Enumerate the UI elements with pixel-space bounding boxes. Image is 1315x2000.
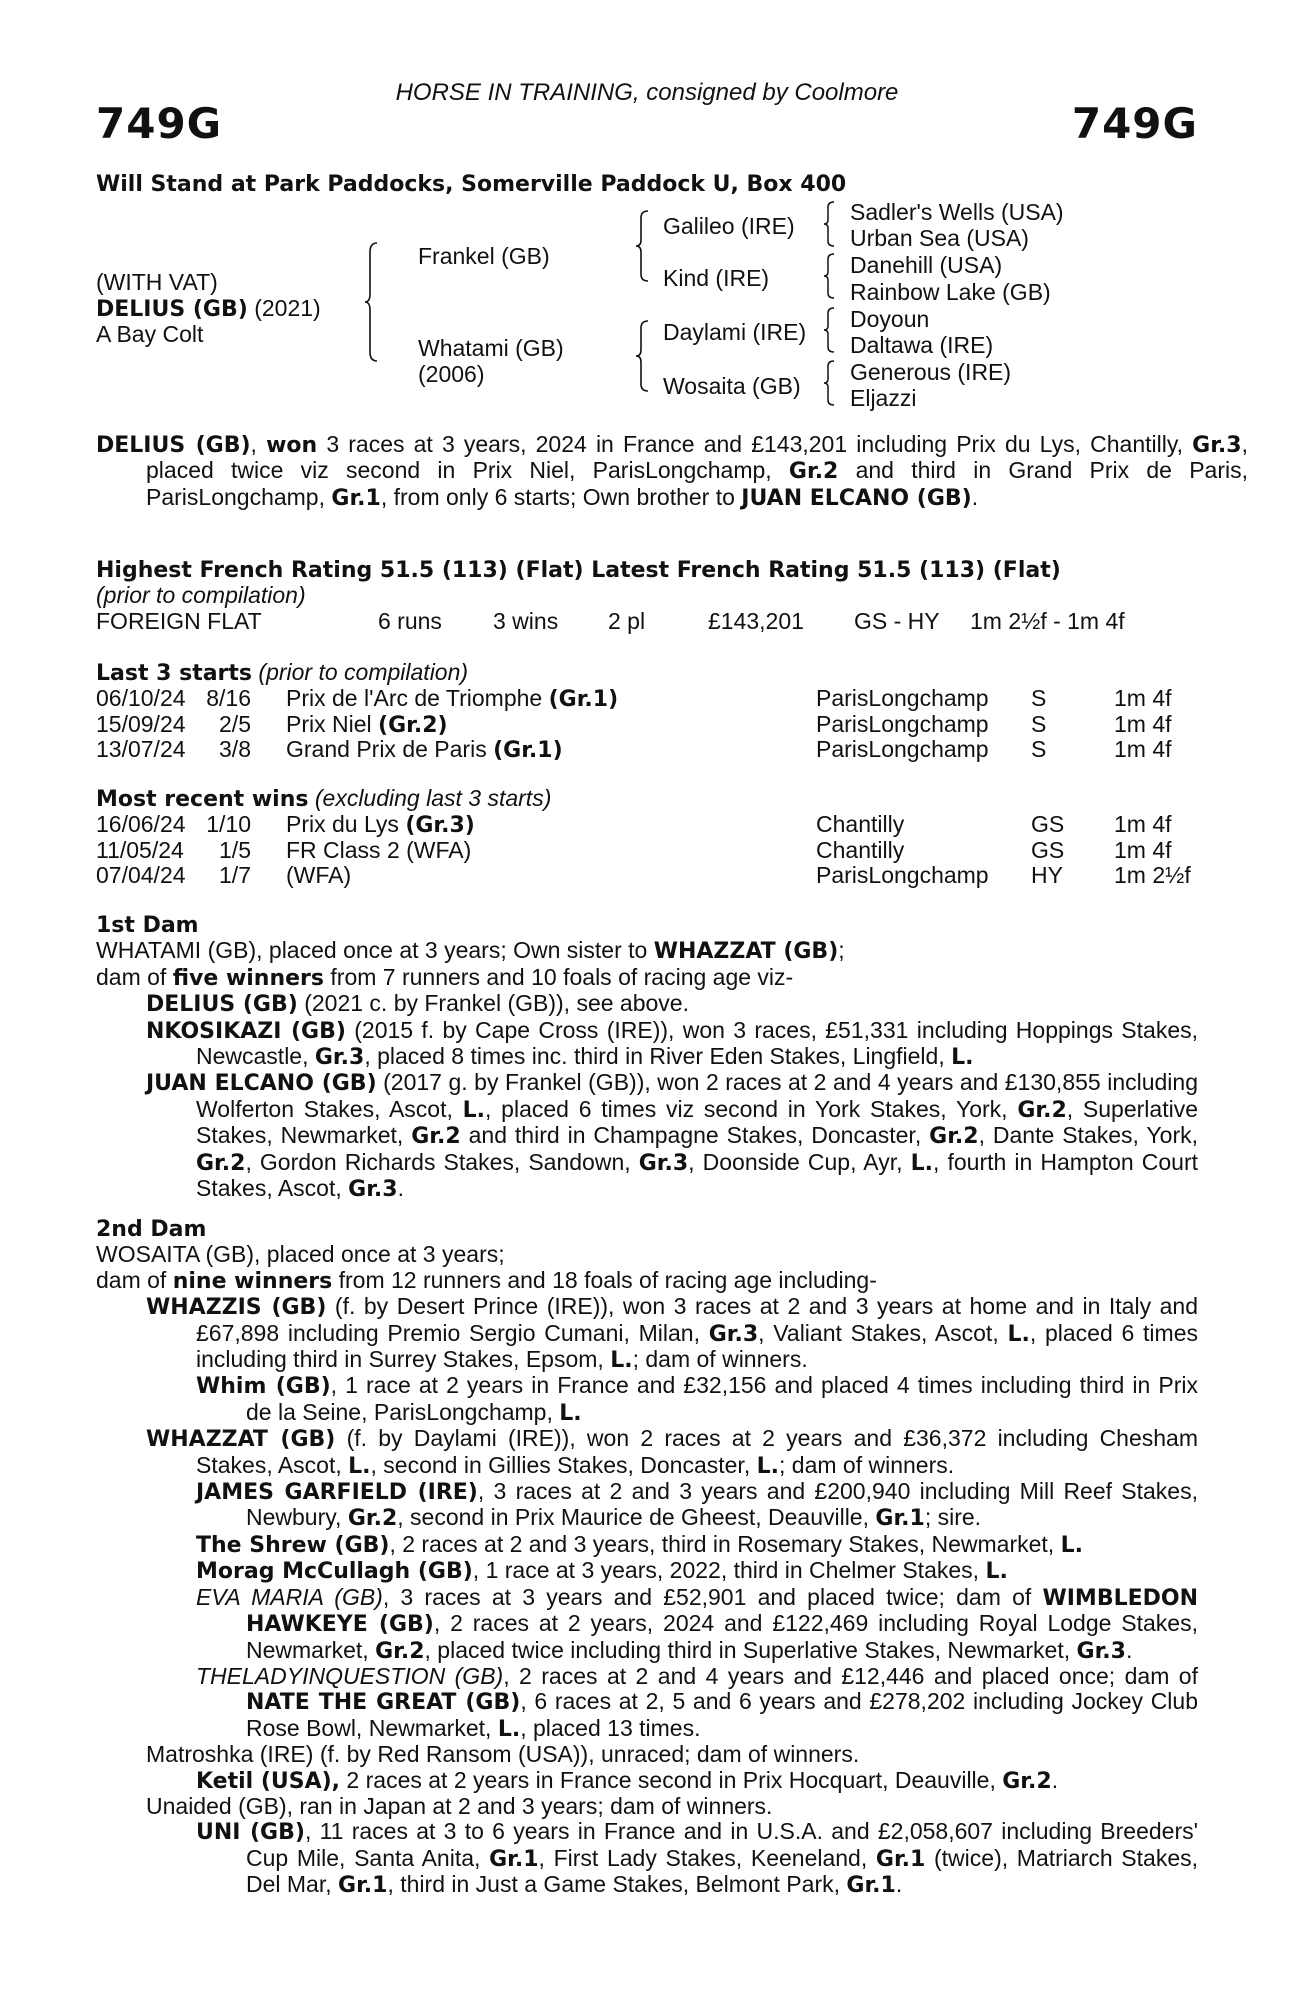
most-recent-wins	[96, 786, 1198, 889]
brace-gen1	[364, 242, 378, 362]
win-date: 11/05/24	[96, 836, 184, 863]
produce-entry	[196, 1373, 1198, 1426]
win-position: 1/10	[206, 811, 251, 838]
race-grade: (Gr.3)	[405, 813, 475, 839]
produce-entry: Matroshka (IRE) (f. by Red Ransom (USA)), unraced; dam of winners.	[146, 1741, 860, 1768]
brace-dd	[823, 360, 835, 406]
start-distance: 1m 4f	[1114, 710, 1172, 737]
grade-label: L.	[348, 1453, 371, 1479]
start-date: 13/07/24	[96, 736, 186, 763]
produce-text: , First Lady Stakes, Keeneland,	[538, 1844, 876, 1871]
grade-label: Gr.1	[875, 1846, 926, 1872]
grade-label: Gr.2	[196, 1150, 246, 1176]
produce-name: The Shrew (GB)	[196, 1532, 390, 1558]
last-3-starts	[96, 660, 1198, 763]
start-distance: 1m 4f	[1114, 685, 1172, 712]
grade-label: L.	[497, 1716, 521, 1742]
consignment-line: HORSE IN TRAINING, consigned by Coolmore	[395, 79, 899, 106]
produce-text: , Dante Stakes, York,	[978, 1122, 1198, 1149]
sire-sire-dam: Urban Sea (USA)	[850, 225, 1029, 251]
rating-distance: 1m 2½f - 1m 4f	[970, 607, 1125, 634]
produce-text: (twice), Matriarch Stakes, Del Mar,	[246, 1844, 1199, 1898]
grade-label: Gr.2	[347, 1506, 398, 1532]
horse-name-line	[96, 296, 321, 322]
dam-dam: Wosaita (GB)	[663, 373, 801, 399]
produce-entry: Unaided (GB), ran in Japan at 2 and 3 years; dam of winners.	[146, 1792, 773, 1819]
second-dam-heading: 2nd Dam	[96, 1217, 207, 1242]
dam-text: WHATAMI (GB), placed once at 3 years; Own sister to	[96, 937, 654, 964]
produce-text: , Valiant Stakes, Ascot,	[758, 1319, 1008, 1346]
grade-label: L.	[462, 1097, 486, 1123]
produce-text: , 1 race at 2 years in France and £32,156 and placed 4 times including third in Prix de la Seine, ParisLongchamp,	[246, 1372, 1198, 1425]
produce-entry	[196, 1558, 1198, 1584]
vat-note: (WITH VAT)	[96, 269, 218, 295]
race-grade: (Gr.1)	[548, 687, 619, 713]
start-date: 06/10/24	[96, 685, 186, 712]
win-row	[96, 812, 1198, 837]
race-summary: DELIUS (GB), won 3 races at 3 years, 2024 in France and £143,201 including Prix du Lys, Chantilly, Gr.3, placed twice viz second in Prix Niel, ParisLongchamp, Gr.2 and third in Grand Prix de Paris, ParisLongchamp, Gr.1, from only 6 starts; Own brother to JUAN ELCANO (GB).	[96, 431, 1248, 511]
produce-text: (f. by Desert Prince (IRE)), won 3 races at 2 and 3 years at home and in Italy and £67,898 including Premio Sergio Cumani, Milan,	[196, 1293, 1198, 1346]
produce-entry	[196, 1585, 1198, 1664]
grade-label: L.	[559, 1400, 582, 1426]
second-dam-produce-line	[96, 1268, 1198, 1294]
win-distance: 1m 4f	[1114, 836, 1172, 863]
dam-sire-sire: Doyoun	[850, 306, 930, 332]
rating-note: (prior to compilation)	[96, 582, 306, 609]
win-position: 1/5	[219, 836, 251, 863]
produce-name: JAMES GARFIELD (IRE)	[196, 1480, 478, 1506]
produce-text: (2017 g. by Frankel (GB)), won 2 races at 2 and 4 years and £130,855 including Wolferton Stakes, Ascot,	[196, 1069, 1198, 1122]
produce-name: WHAZZIS (GB)	[146, 1295, 327, 1321]
start-course: ParisLongchamp	[816, 736, 989, 763]
produce-text: , 2 races at 2 years, 2024 and £122,469 including Royal Lodge Stakes, Newmarket,	[246, 1610, 1198, 1663]
brace-ds	[823, 307, 835, 353]
produce-text: , 1 race at 3 years, 2022, third in Chelmer Stakes,	[472, 1557, 986, 1584]
produce-text: ; dam of winners.	[632, 1346, 808, 1373]
produce-entry	[196, 1768, 1198, 1794]
race-grade: (Gr.2)	[378, 712, 448, 738]
produce-text: , second in Gillies Stakes, Doncaster,	[370, 1451, 757, 1478]
produce-text: (f. by Daylami (IRE)), won 2 races at 2 years and £36,372 including Chesham Stakes, Ascot,	[196, 1425, 1199, 1478]
grade-label: Gr.1	[331, 485, 381, 511]
produce-text: , Doonside Cup, Ayr,	[688, 1148, 911, 1175]
dam-text: dam of	[96, 963, 173, 990]
produce-text: (2015 f. by Cape Cross (IRE)), won 3 races, £51,331 including Hoppings Stakes, Newcastle,	[196, 1016, 1198, 1070]
win-distance: 1m 4f	[1114, 811, 1172, 838]
rating-wins: 3 wins	[493, 607, 559, 634]
stabling-line: Will Stand at Park Paddocks, Somerville Paddock U, Box 400	[96, 172, 847, 197]
grade-label: L.	[756, 1453, 779, 1479]
win-going: GS	[1031, 811, 1065, 838]
dam-text: from 7 runners and 10 foals of racing age viz-	[324, 963, 794, 990]
produce-name: NATE THE GREAT (GB)	[246, 1690, 521, 1716]
rating-runs: 6 runs	[378, 607, 442, 634]
produce-name: WIMBLEDON HAWKEYE (GB)	[246, 1585, 1199, 1638]
grade-label: L.	[610, 1348, 633, 1374]
lot-number-right: 749G	[1071, 99, 1198, 148]
horse-year: (2021)	[247, 295, 321, 321]
produce-name: JUAN ELCANO (GB)	[146, 1071, 377, 1097]
produce-name: Morag McCullagh (GB)	[196, 1559, 473, 1585]
summary-won: won	[266, 433, 318, 458]
race-name: Prix de l'Arc de Triomphe	[286, 685, 549, 712]
dam-text: dam of	[96, 1266, 173, 1293]
race-grade: (Gr.1)	[493, 738, 563, 764]
produce-entry	[196, 1819, 1198, 1898]
grade-label: Gr.1	[489, 1846, 539, 1872]
last3-heading: Last 3 starts	[96, 661, 253, 686]
start-position: 8/16	[206, 685, 251, 712]
start-going: S	[1031, 736, 1047, 763]
dam-dam-dam: Eljazzi	[850, 385, 917, 411]
win-going: GS	[1031, 836, 1065, 863]
grade-label: L.	[985, 1559, 1008, 1585]
dam-sire-dam: Daltawa (IRE)	[850, 332, 994, 358]
produce-text: , placed 6 times including third in Surrey Stakes, Epsom,	[196, 1319, 1198, 1373]
horse-name: DELIUS (GB)	[96, 297, 248, 322]
win-race: (WFA)	[286, 862, 352, 889]
produce-entry	[146, 1426, 1198, 1479]
produce-text: 2 races at 2 years in France second in Prix Hocquart, Deauville,	[340, 1766, 1003, 1793]
dam: Whatami (GB)	[418, 335, 564, 361]
produce-text: , 11 races at 3 to 6 years in France and in U.S.A. and £2,058,607 including Breeders' Cup Mile, Santa Anita,	[246, 1818, 1199, 1871]
produce-name: UNI (GB)	[196, 1820, 305, 1846]
grade-label: Gr.2	[1017, 1097, 1067, 1123]
winners-count: five winners	[172, 965, 325, 991]
sire: Frankel (GB)	[418, 243, 550, 269]
produce-text: .	[1125, 1636, 1133, 1663]
brace-sire	[635, 210, 649, 282]
produce-text: ; sire.	[924, 1504, 982, 1531]
produce-text: , 3 races at 3 years and £52,901 and placed twice; dam of	[382, 1583, 1043, 1610]
produce-entry	[196, 1479, 1198, 1532]
summary-text: .	[971, 483, 979, 510]
win-going: HY	[1031, 862, 1063, 889]
last3-note: (prior to compilation)	[252, 659, 469, 685]
rating-placed: 2 pl	[608, 607, 646, 634]
produce-text: , placed 6 times viz second in York Stakes, York,	[485, 1095, 1018, 1122]
produce-name: Ketil (USA),	[196, 1768, 341, 1794]
own-brother-name: JUAN ELCANO (GB)	[741, 485, 972, 511]
produce-text: .	[397, 1175, 404, 1202]
produce-text: , placed 8 times inc. third in River Eden Stakes, Lingfield,	[364, 1043, 952, 1070]
produce-text: , placed twice including third in Superlative Stakes, Newmarket,	[424, 1636, 1077, 1663]
win-course: ParisLongchamp	[816, 862, 989, 889]
win-course: Chantilly	[816, 836, 905, 863]
start-race	[286, 686, 618, 712]
dam-text: ;	[838, 937, 845, 964]
produce-name: DELIUS (GB)	[146, 992, 298, 1018]
grade-label: L.	[1060, 1532, 1083, 1558]
start-going: S	[1031, 685, 1047, 712]
start-course: ParisLongchamp	[816, 685, 989, 712]
dam-year: (2006)	[418, 361, 485, 387]
win-distance: 1m 2½f	[1114, 862, 1191, 889]
rating-heading: Highest French Rating 51.5 (113) (Flat) Latest French Rating 51.5 (113) (Flat)	[96, 558, 1061, 583]
grade-label: L.	[951, 1045, 974, 1071]
first-dam-section	[96, 912, 1198, 1202]
second-dam-section	[96, 1216, 1198, 1899]
produce-text: , second in Prix Maurice de Gheest, Deauville,	[397, 1504, 876, 1531]
produce-text: , placed 13 times.	[520, 1714, 701, 1741]
produce-entry	[146, 991, 1198, 1017]
sire-dam: Kind (IRE)	[663, 265, 770, 291]
summary-text: , placed twice viz second in Prix Niel, ParisLongchamp,	[146, 431, 1248, 484]
grade-label: Gr.1	[846, 1873, 896, 1899]
produce-text: , 2 races at 2 and 4 years and £12,446 and placed once; dam of	[503, 1662, 1198, 1689]
grade-label: Gr.2	[375, 1638, 425, 1664]
produce-text: ; dam of winners.	[779, 1451, 955, 1478]
grade-label: Gr.2	[411, 1124, 461, 1150]
rating-row	[96, 609, 1198, 634]
rating-going: GS - HY	[854, 607, 940, 634]
dam-text: from 12 runners and 18 foals of racing age including-	[332, 1266, 877, 1293]
brace-dam	[635, 320, 649, 392]
produce-text: , Gordon Richards Stakes, Sandown,	[245, 1148, 639, 1175]
start-going: S	[1031, 710, 1047, 737]
race-name: Prix Niel	[286, 710, 379, 737]
produce-text: , 6 races at 2, 5 and 6 years and £278,202 including Jockey Club Rose Bowl, Newmarket,	[246, 1688, 1198, 1741]
horse-description: A Bay Colt	[96, 321, 204, 347]
first-dam-heading: 1st Dam	[96, 913, 199, 938]
start-distance: 1m 4f	[1114, 736, 1172, 763]
produce-text: , 2 races at 2 and 3 years, third in Rosemary Stakes, Newmarket,	[389, 1530, 1061, 1557]
grade-label: L.	[1007, 1321, 1030, 1347]
start-row	[96, 712, 1198, 737]
win-race	[286, 812, 475, 838]
produce-name: Whim (GB)	[196, 1374, 331, 1400]
produce-entry	[146, 1070, 1198, 1202]
rating-earnings: £143,201	[708, 607, 804, 634]
start-race	[286, 737, 563, 763]
rating-section	[96, 558, 1198, 634]
start-position: 2/5	[219, 710, 251, 737]
dam-dam-sire: Generous (IRE)	[850, 359, 1012, 385]
produce-text: , fourth in Hampton Court Stakes, Ascot,	[196, 1148, 1199, 1202]
win-date: 07/04/24	[96, 862, 186, 889]
grade-label: Gr.2	[788, 459, 839, 485]
produce-text: .	[1051, 1766, 1059, 1793]
race-name: Grand Prix de Paris	[286, 736, 494, 763]
brace-ss	[823, 201, 835, 247]
grade-label: Gr.2	[1002, 1768, 1052, 1794]
produce-text: , third in Just a Game Stakes, Belmont Park,	[387, 1871, 847, 1898]
grade-label: Gr.3	[348, 1177, 398, 1203]
produce-name: NKOSIKAZI (GB)	[146, 1018, 346, 1044]
grade-label: Gr.3	[638, 1150, 689, 1176]
summary-text: 3 races at 3 years, 2024 in France and £143,201 including Prix du Lys, Chantilly,	[317, 431, 1193, 457]
win-position: 1/7	[219, 862, 251, 889]
produce-name: EVA MARIA (GB)	[196, 1583, 383, 1610]
produce-entry	[196, 1664, 1198, 1742]
brace-sd	[823, 253, 835, 299]
sire-dam-dam: Rainbow Lake (GB)	[850, 279, 1051, 305]
produce-text: .	[895, 1871, 903, 1898]
win-row	[96, 838, 1198, 863]
grade-label: Gr.3	[708, 1321, 759, 1347]
sire-sire-sire: Sadler's Wells (USA)	[850, 199, 1064, 225]
sire-sire: Galileo (IRE)	[663, 213, 795, 239]
produce-text: and third in Champagne Stakes, Doncaster,	[460, 1122, 930, 1149]
winners-count: nine winners	[172, 1268, 333, 1294]
win-race: FR Class 2 (WFA)	[286, 836, 472, 863]
pedigree-chart	[96, 200, 1198, 418]
produce-entry	[196, 1532, 1198, 1558]
produce-text: , 3 races at 2 and 3 years and £200,940 including Mill Reef Stakes, Newbury,	[246, 1478, 1198, 1531]
summary-text: and third in Grand Prix de Paris, ParisLongchamp,	[146, 457, 1248, 510]
second-dam-line: WOSAITA (GB), placed once at 3 years;	[96, 1241, 505, 1268]
start-date: 15/09/24	[96, 710, 186, 737]
start-position: 3/8	[219, 736, 251, 763]
sire-dam-sire: Danehill (USA)	[850, 252, 1003, 278]
grade-label: Gr.3	[1192, 433, 1242, 458]
produce-text: , Superlative Stakes, Newmarket,	[196, 1095, 1198, 1149]
grade-label: Gr.2	[929, 1124, 979, 1150]
recent-heading: Most recent wins	[96, 787, 309, 812]
win-date: 16/06/24	[96, 811, 186, 838]
first-dam-produce-line	[96, 965, 1198, 991]
grade-label: Gr.1	[338, 1873, 388, 1899]
summary-horse-name: DELIUS (GB)	[96, 433, 251, 458]
dam-sire: Daylami (IRE)	[663, 319, 807, 345]
first-dam-line	[96, 938, 1198, 964]
grade-label: Gr.3	[314, 1045, 365, 1071]
start-course: ParisLongchamp	[816, 710, 989, 737]
produce-name: WHAZZAT (GB)	[146, 1427, 336, 1453]
rating-label: FOREIGN FLAT	[96, 607, 262, 634]
grade-label: L.	[910, 1150, 933, 1176]
grade-label: Gr.1	[875, 1506, 925, 1532]
start-row	[96, 686, 1198, 711]
sister-name: WHAZZAT (GB)	[653, 939, 839, 965]
grade-label: Gr.3	[1076, 1638, 1126, 1664]
start-row	[96, 737, 1198, 762]
win-course: Chantilly	[816, 811, 905, 838]
start-race	[286, 712, 448, 738]
lot-number-left: 749G	[96, 99, 223, 148]
produce-entry	[146, 1294, 1198, 1373]
race-name: Prix du Lys	[286, 811, 406, 838]
summary-text: , from only 6 starts; Own brother to	[380, 483, 742, 510]
produce-name: THELADYINQUESTION (GB)	[196, 1662, 504, 1689]
recent-note: (excluding last 3 starts)	[308, 785, 552, 811]
produce-entry	[146, 1018, 1198, 1071]
win-row	[96, 863, 1198, 888]
produce-text: (2021 c. by Frankel (GB)), see above.	[297, 990, 689, 1017]
